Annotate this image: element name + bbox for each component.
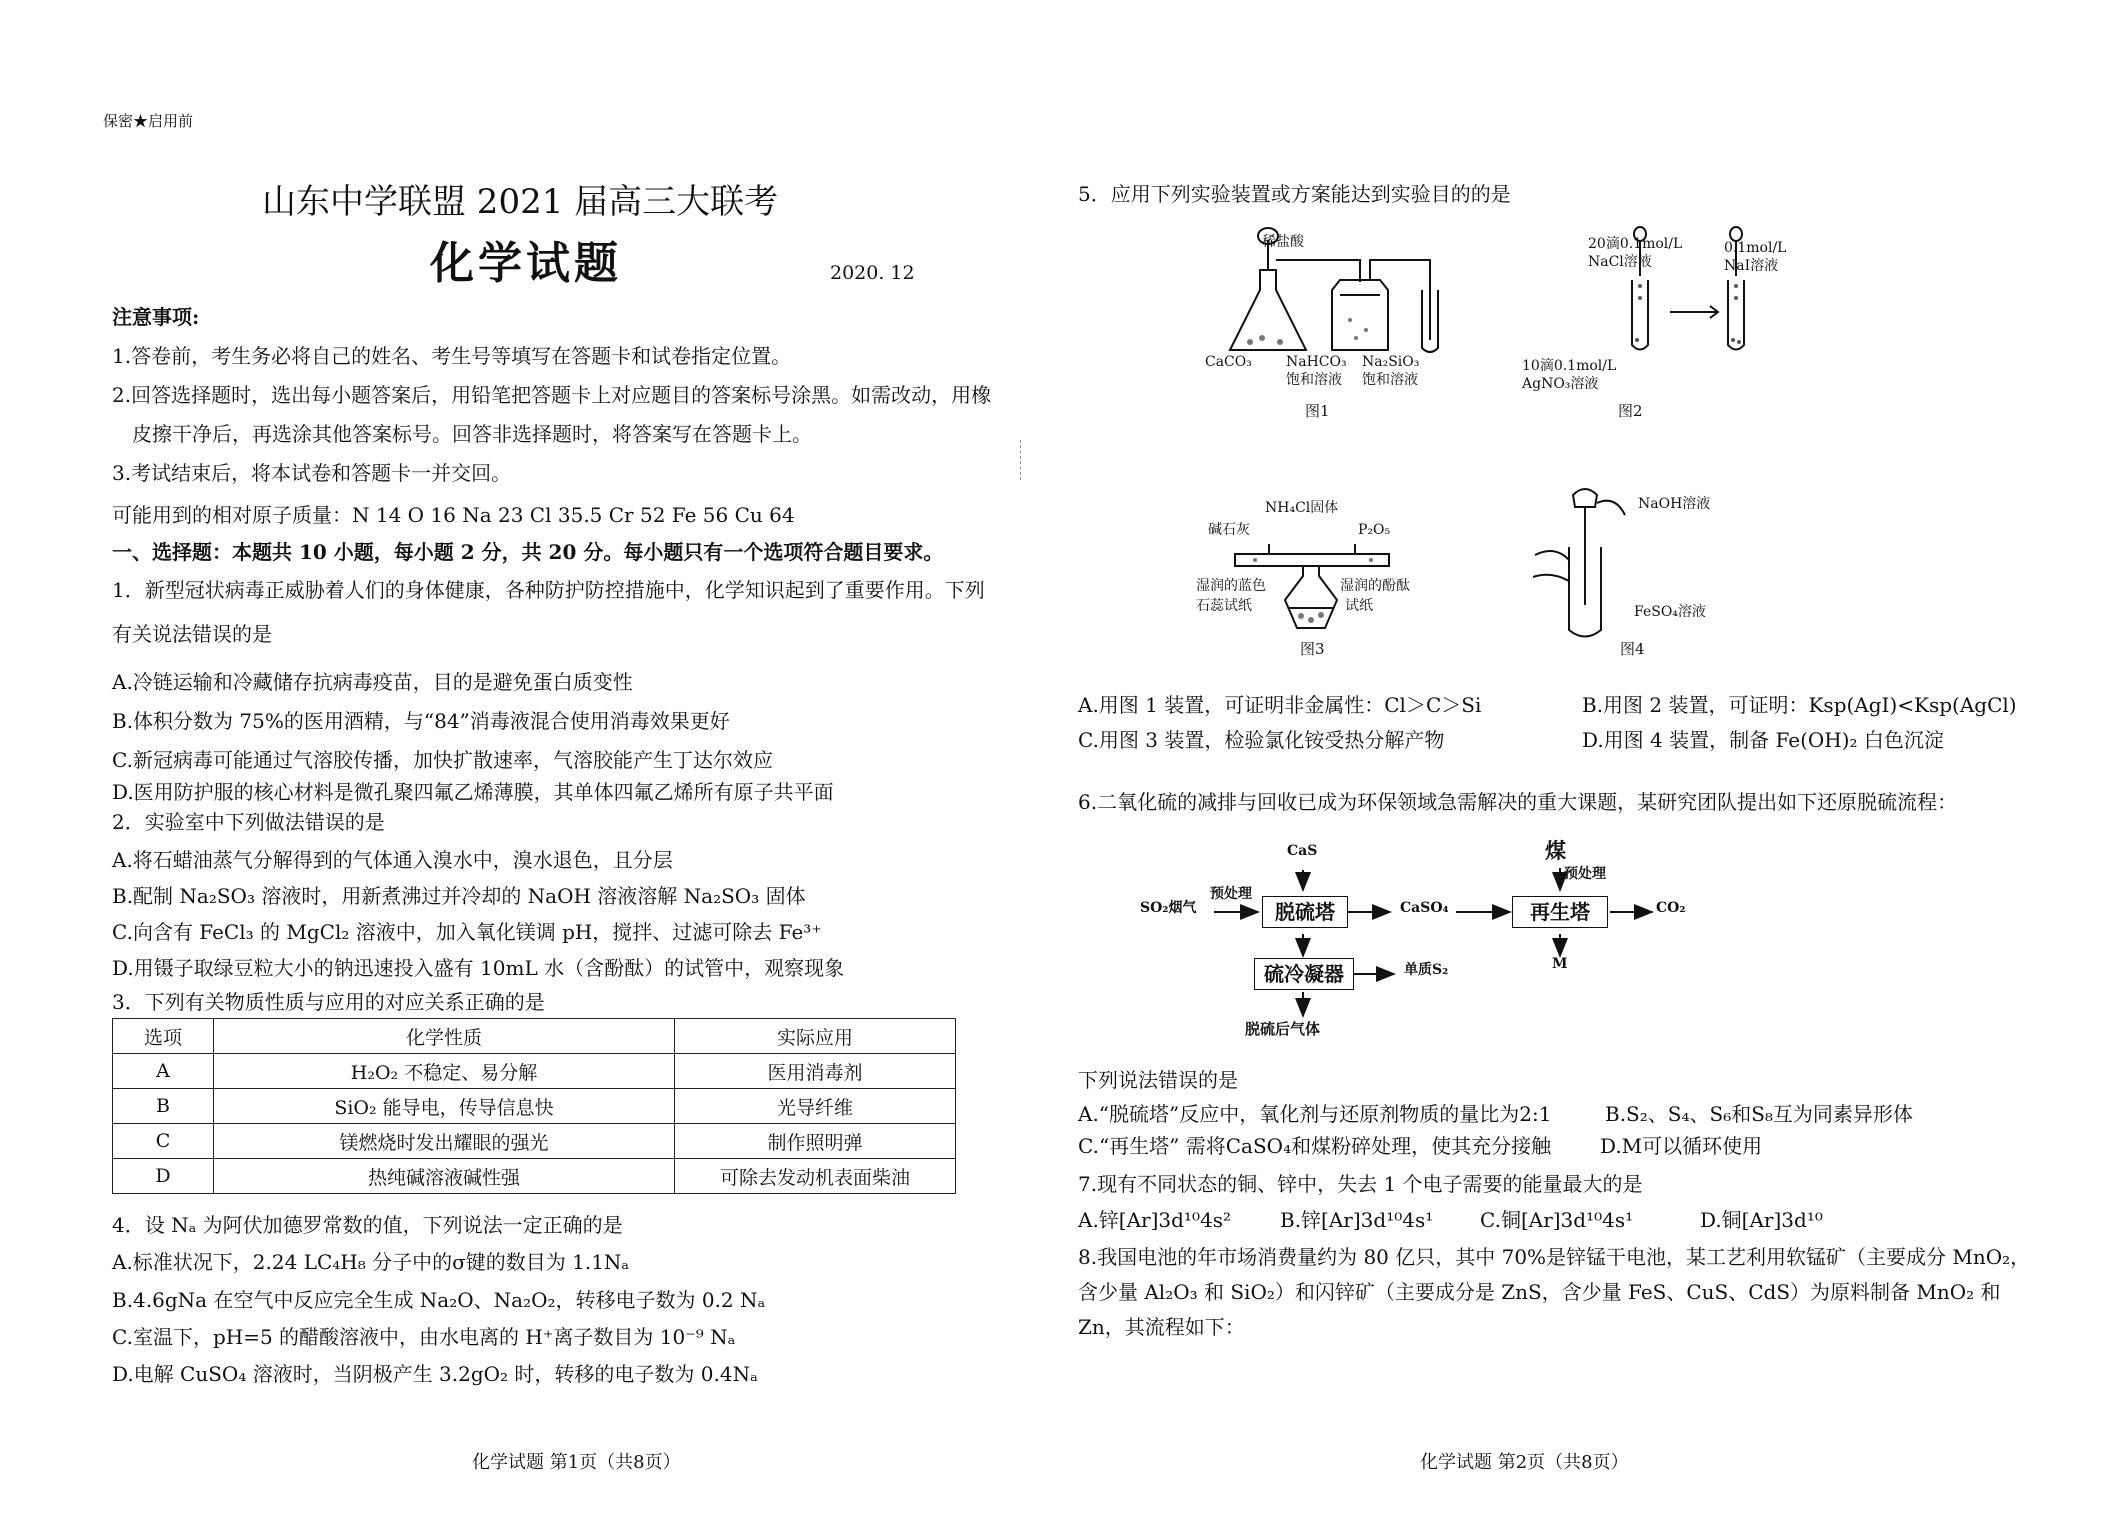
fig3-nh4cl-label: NH₄Cl固体	[1265, 500, 1339, 516]
fig3-soda-lime-label: 碱石灰	[1208, 522, 1250, 538]
fig4-caption: 图4	[1620, 640, 1645, 658]
q7-option-c: C.铜[Ar]3d¹⁰4s¹	[1480, 1208, 1634, 1232]
fig1-nahco3-label: NaHCO₃	[1286, 354, 1347, 370]
flow-gas-out-label: 脱硫后气体	[1245, 1020, 1321, 1038]
q8-line-1: 8.我国电池的年市场消费量约为 80 亿只，其中 70%是锌锰干电池，某工艺利用软锰矿（主要成分 MnO₂，	[1078, 1245, 2031, 1269]
q7-option-b: B.锌[Ar]3d¹⁰4s¹	[1280, 1208, 1434, 1232]
figure-4-apparatus	[1525, 485, 1645, 640]
q7-option-d: D.铜[Ar]3d¹⁰	[1700, 1208, 1823, 1232]
flow-pre1-label: 预处理	[1210, 886, 1252, 902]
flow-node-regeneration-tower: 再生塔	[1512, 896, 1608, 928]
q1-option-a: A.冷链运输和冷藏储存抗病毒疫苗，目的是避免蛋白质变性	[112, 670, 633, 694]
subject-title: 化学试题	[430, 238, 622, 289]
table-row	[113, 1159, 956, 1194]
q1-option-b: B.体积分数为 75%的医用酒精，与“84”消毒液混合使用消毒效果更好	[112, 709, 730, 733]
q4-option-d: D.电解 CuSO₄ 溶液时，当阴极产生 3.2gO₂ 时，转移的电子数为 0.4Nₐ	[112, 1362, 758, 1386]
q6-option-d: D.M可以循环使用	[1600, 1134, 1763, 1158]
q5-option-c: C.用图 3 装置，检验氯化铵受热分解产物	[1078, 728, 1445, 752]
fig3-litmus-label: 湿润的蓝色	[1196, 578, 1266, 594]
table-cell: 光导纤维	[675, 1089, 956, 1124]
table-row	[113, 1054, 956, 1089]
fig1-na2sio3-label: Na₂SiO₃	[1362, 354, 1420, 370]
q7-option-a: A.锌[Ar]3d¹⁰4s²	[1078, 1208, 1231, 1232]
fig2-nai-label-2: NaI溶液	[1724, 258, 1779, 274]
table-cell: D	[113, 1159, 214, 1194]
q3-table	[112, 1018, 956, 1194]
q8-line-2: 含少量 Al₂O₃ 和 SiO₂）和闪锌矿（主要成分是 ZnS，含少量 FeS、CuS、CdS）为原料制备 MnO₂ 和	[1078, 1280, 2001, 1304]
table-header: 实际应用	[675, 1019, 956, 1054]
table-header: 化学性质	[214, 1019, 675, 1054]
note-1: 1.答卷前，考生务必将自己的姓名、考生号等填写在答题卡和试卷指定位置。	[112, 344, 792, 368]
flow-co2-label: CO₂	[1656, 900, 1686, 916]
flow-coal-label: 煤	[1545, 838, 1566, 863]
table-cell: 可除去发动机表面柴油	[675, 1159, 956, 1194]
fig2-nai-label: 0.1mol/L	[1724, 240, 1787, 256]
note-2-cont: 皮擦干净后，再选涂其他答案标号。回答非选择题时，将答案写在答题卡上。	[132, 422, 812, 446]
q1-stem-cont: 有关说法错误的是	[112, 622, 272, 646]
exam-title: 山东中学联盟 2021 届高三大联考	[262, 182, 779, 222]
fig3-p2o5-label: P₂O₅	[1358, 522, 1391, 538]
q4-option-b: B.4.6gNa 在空气中反应完全生成 Na₂O、Na₂O₂，转移电子数为 0.2 Nₐ	[112, 1288, 766, 1312]
flow-pre2-label: 预处理	[1564, 866, 1606, 882]
q6-stem: 6.二氧化硫的减排与回收已成为环保领域急需解决的重大课题，某研究团队提出如下还原脱硫流程：	[1078, 790, 1958, 814]
table-header: 选项	[113, 1019, 214, 1054]
table-cell: 制作照明弹	[675, 1124, 956, 1159]
notes-heading: 注意事项:	[112, 305, 200, 329]
flow-node-sulfur-condenser: 硫冷凝器	[1254, 958, 1354, 990]
table-cell: 镁燃烧时发出耀眼的强光	[214, 1124, 675, 1159]
table-cell: 热纯碱溶液碱性强	[214, 1159, 675, 1194]
fig3-caption: 图3	[1300, 640, 1325, 658]
fig2-agno3-label-2: AgNO₃溶液	[1522, 376, 1599, 392]
table-header-row	[113, 1019, 956, 1054]
q4-option-c: C.室温下，pH=5 的醋酸溶液中，由水电离的 H⁺离子数目为 10⁻⁹ Nₐ	[112, 1325, 736, 1349]
q8-line-3: Zn，其流程如下：	[1078, 1315, 1245, 1339]
table-cell: H₂O₂ 不稳定、易分解	[214, 1054, 675, 1089]
table-cell: SiO₂ 能导电，传导信息快	[214, 1089, 675, 1124]
flow-s2-label: 单质S₂	[1404, 962, 1449, 978]
fig2-nacl-label: 20滴0.1mol/L	[1588, 236, 1683, 252]
fig3-litmus-label-2: 石蕊试纸	[1196, 598, 1252, 614]
q1-option-c: C.新冠病毒可能通过气溶胶传播，加快扩散速率，气溶胶能产生丁达尔效应	[112, 748, 773, 772]
section-1-heading: 一、选择题：本题共 10 小题，每小题 2 分，共 20 分。每小题只有一个选项符合题目要求。	[112, 540, 944, 564]
q2-option-a: A.将石蜡油蒸气分解得到的气体通入溴水中，溴水退色，且分层	[112, 848, 673, 872]
fig2-nacl-label-2: NaCl溶液	[1588, 254, 1652, 270]
table-row	[113, 1089, 956, 1124]
note-2: 2.回答选择题时，选出每小题答案后，用铅笔把答题卡上对应题目的答案标号涂黑。如需改动，用橡	[112, 383, 992, 407]
q6-question: 下列说法错误的是	[1078, 1068, 1238, 1092]
q2-stem: 2．实验室中下列做法错误的是	[112, 810, 385, 834]
fig1-caption: 图1	[1305, 402, 1330, 420]
q4-stem: 4．设 Nₐ 为阿伏加德罗常数的值，下列说法一定正确的是	[112, 1213, 623, 1237]
page-footer-left: 化学试题 第1页（共8页）	[472, 1452, 681, 1473]
q1-stem: 1．新型冠状病毒正威胁着人们的身体健康，各种防护防控措施中，化学知识起到了重要作用。下列	[112, 578, 985, 602]
note-3: 3.考试结束后，将本试卷和答题卡一并交回。	[112, 461, 512, 485]
q2-option-d: D.用镊子取绿豆粒大小的钠迅速投入盛有 10mL 水（含酚酞）的试管中，观察现象	[112, 956, 845, 980]
fig2-agno3-label: 10滴0.1mol/L	[1522, 358, 1617, 374]
q1-option-d: D.医用防护服的核心材料是微孔聚四氟乙烯薄膜，其单体四氟乙烯所有原子共平面	[112, 780, 834, 804]
table-row	[113, 1124, 956, 1159]
q6-option-b: B.S₂、S₄、S₆和S₈互为同素异形体	[1605, 1102, 1913, 1126]
q3-stem: 3．下列有关物质性质与应用的对应关系正确的是	[112, 990, 545, 1014]
figure-1-apparatus	[1190, 220, 1450, 370]
fig1-na2sio3-label-2: 饱和溶液	[1362, 372, 1418, 388]
q5-option-d: D.用图 4 装置，制备 Fe(OH)₂ 白色沉淀	[1582, 728, 1944, 752]
table-cell: B	[113, 1089, 214, 1124]
table-cell: A	[113, 1054, 214, 1089]
q6-flowchart-arrows	[1130, 840, 1690, 1050]
q6-option-c: C.“再生塔” 需将CaSO₄和煤粉碎处理，使其充分接触	[1078, 1134, 1552, 1158]
fig4-naoh-label: NaOH溶液	[1638, 496, 1711, 512]
atomic-masses: 可能用到的相对原子质量：N 14 O 16 Na 23 Cl 35.5 Cr 52 Fe 56 Cu 64	[112, 503, 795, 527]
secret-mark: 保密★启用前	[103, 112, 194, 130]
table-cell: 医用消毒剂	[675, 1054, 956, 1089]
table-cell: C	[113, 1124, 214, 1159]
page-footer-right: 化学试题 第2页（共8页）	[1420, 1452, 1629, 1473]
flow-m-label: M	[1552, 956, 1568, 972]
q5-stem: 5．应用下列实验装置或方案能达到实验目的的是	[1078, 182, 1511, 206]
fig1-caco3-label: CaCO₃	[1205, 354, 1252, 370]
fig1-acid-label: 稀盐酸	[1262, 234, 1304, 250]
flow-cas-label: CaS	[1287, 843, 1318, 859]
fig1-nahco3-label-2: 饱和溶液	[1286, 372, 1342, 388]
fig2-caption: 图2	[1618, 402, 1643, 420]
fig3-phenol-label: 湿润的酚酞	[1340, 578, 1410, 594]
q2-option-b: B.配制 Na₂SO₃ 溶液时，用新煮沸过并冷却的 NaOH 溶液溶解 Na₂SO₃ 固体	[112, 884, 806, 908]
flow-node-desulfurization-tower: 脱硫塔	[1262, 896, 1348, 928]
fig3-phenol-label-2: 试纸	[1345, 598, 1373, 614]
q5-option-a: A.用图 1 装置，可证明非金属性：Cl＞C＞Si	[1078, 693, 1482, 717]
q6-option-a: A.“脱硫塔”反应中，氧化剂与还原剂物质的量比为2:1	[1078, 1102, 1552, 1126]
exam-date: 2020. 12	[830, 262, 915, 284]
fig4-feso4-label: FeSO₄溶液	[1634, 604, 1706, 620]
q2-option-c: C.向含有 FeCl₃ 的 MgCl₂ 溶液中，加入氧化镁调 pH，搅拌、过滤可除去 Fe³⁺	[112, 920, 822, 944]
q5-option-b: B.用图 2 装置，可证明：Ksp(AgI)<Ksp(AgCl)	[1582, 693, 2017, 717]
flow-caso4-label: CaSO₄	[1400, 900, 1449, 916]
flow-so2-label: SO₂烟气	[1140, 900, 1197, 916]
page-divider	[1020, 440, 1022, 480]
q7-stem: 7.现有不同状态的铜、锌中，失去 1 个电子需要的能量最大的是	[1078, 1172, 1643, 1196]
q4-option-a: A.标准状况下，2.24 LC₄H₈ 分子中的σ键的数目为 1.1Nₐ	[112, 1250, 630, 1274]
